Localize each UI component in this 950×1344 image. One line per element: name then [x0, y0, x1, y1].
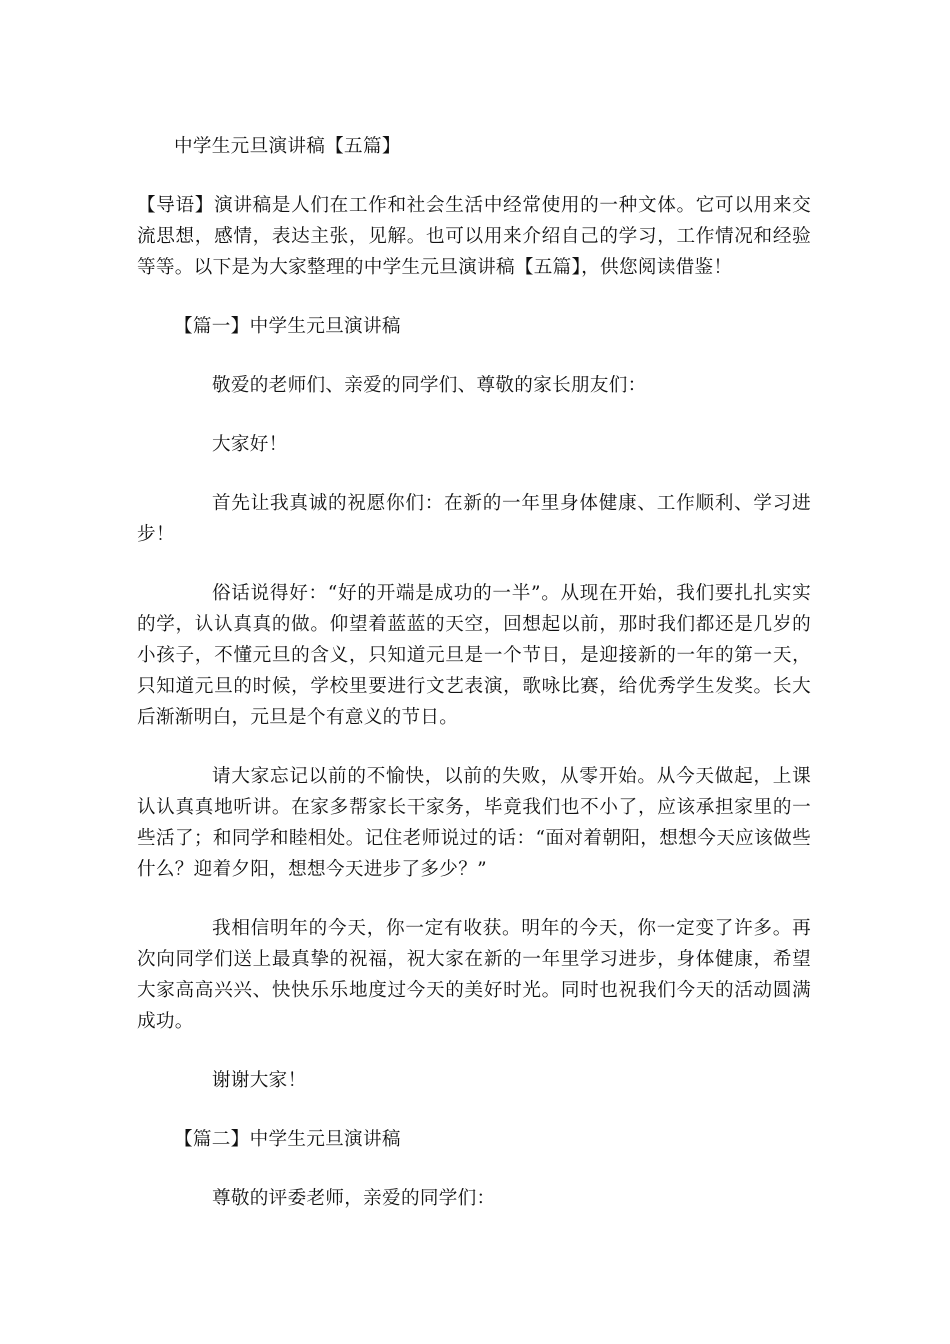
section-1-paragraph-2: 俗话说得好：“好的开端是成功的一半”。从现在开始，我们要扎扎实实的学，认认真真的做。仰望着蓝蓝的天空，回想起以前，那时我们都还是几岁的小孩子，不懂元旦的含义，只知道元旦是一个节日，是迎接新的一年的第一天，只知道元旦的时候，学校里要进行文艺表演，歌咏比赛，给优秀学生发奖。长大后渐渐明白，元旦是个有意义的节日。: [137, 583, 811, 728]
section-1-paragraph-3: 请大家忘记以前的不愉快，以前的失败，从零开始。从今天做起，上课认认真真地听讲。在家多帮家长干家务，毕竟我们也不小了，应该承担家里的一些活了；和同学和睦相处。记住老师说过的话：“面对着朝阳，想想今天应该做些什么？迎着夕阳，想想今天进步了多少？”: [137, 766, 811, 880]
intro-paragraph: 【导语】演讲稿是人们在工作和社会生活中经常使用的一种文体。它可以用来交流思想，感情，表达主张，见解。也可以用来介绍自己的学习，工作情况和经验等等。以下是为大家整理的中学生元旦演讲稿【五篇】，供您阅读借鉴！: [137, 195, 811, 278]
section-1-closing: 谢谢大家！: [212, 1070, 307, 1091]
section-1-heading: 【篇一】中学生元旦演讲稿: [174, 316, 401, 337]
section-1-salutation: 敬爱的老师们、亲爱的同学们、尊敬的家长朋友们：: [212, 375, 647, 396]
section-2-salutation: 尊敬的评委老师，亲爱的同学们：: [212, 1188, 496, 1209]
document-title: 中学生元旦演讲稿【五篇】: [174, 136, 401, 157]
section-1-paragraph-1: 首先让我真诚的祝愿你们：在新的一年里身体健康、工作顺利、学习进步！: [137, 493, 811, 545]
section-2-heading: 【篇二】中学生元旦演讲稿: [174, 1129, 401, 1150]
document-body: [137, 131, 811, 1242]
section-1-greeting: 大家好！: [212, 434, 288, 455]
section-1-paragraph-4: 我相信明年的今天，你一定有收获。明年的今天，你一定变了许多。再次向同学们送上最真挚的祝福，祝大家在新的一年里学习进步，身体健康，希望大家高高兴兴、快快乐乐地度过今天的美好时光。同时也祝我们今天的活动圆满成功。: [137, 918, 811, 1032]
